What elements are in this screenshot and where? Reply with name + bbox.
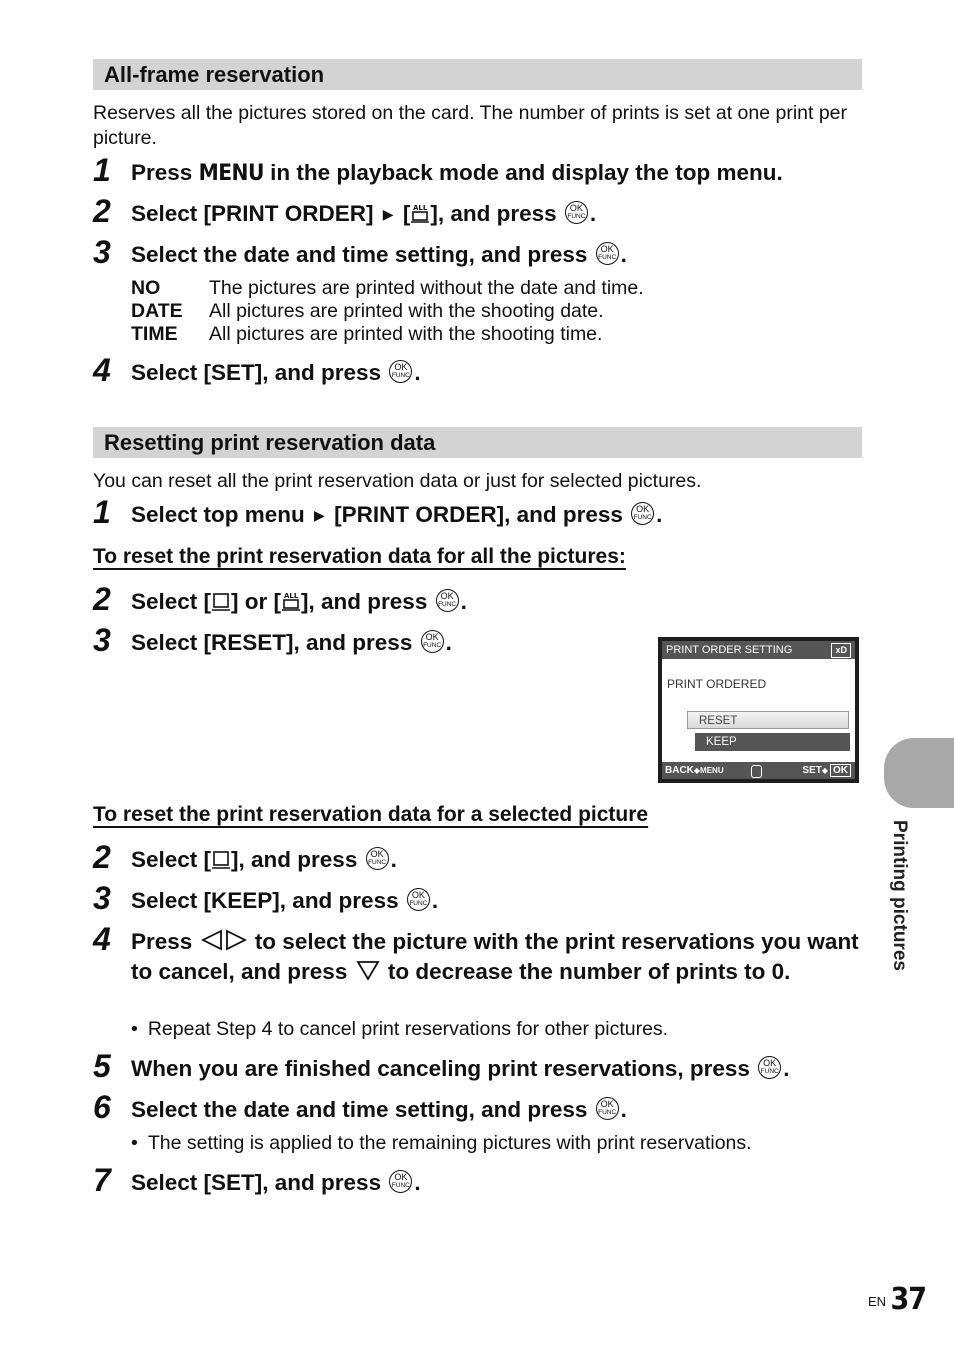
chapter-tab xyxy=(884,738,954,808)
ok-func-icon xyxy=(758,1056,781,1079)
up-down-icon xyxy=(751,765,762,778)
arrow-right-icon: ▶ xyxy=(314,507,325,523)
ok-func-icon xyxy=(596,1097,619,1120)
ok-func-icon xyxy=(436,589,459,612)
subheading-selected-picture: To reset the print reservation data for a selected picture xyxy=(93,803,649,826)
camera-lcd-screen xyxy=(658,637,859,783)
ok-button-icon: OK xyxy=(830,764,851,777)
subheading-all-pictures: To reset the print reservation data for all the pictures: xyxy=(93,545,626,568)
print-single-icon xyxy=(211,848,231,870)
menu-button-icon: MENU xyxy=(198,160,264,186)
bullet-note-step4: • Repeat Step 4 to cancel print reservations for other pictures. xyxy=(131,1018,669,1040)
ok-func-icon xyxy=(366,847,389,870)
xd-card-icon: xD xyxy=(831,643,851,658)
ok-func-icon xyxy=(407,888,430,911)
ok-func-icon xyxy=(596,242,619,265)
left-right-arrows-icon xyxy=(201,929,247,958)
page-number: EN 37 xyxy=(868,1282,927,1317)
bullet-note-step6: • The setting is applied to the remaining pictures with print reservations. xyxy=(131,1132,752,1154)
svg-text:ALL: ALL xyxy=(413,204,428,212)
section-header-resetting xyxy=(93,427,862,458)
print-all-icon xyxy=(281,590,301,612)
ok-func-icon xyxy=(631,502,654,525)
arrow-right-icon: ▶ xyxy=(382,206,394,222)
ok-func-icon xyxy=(389,360,412,383)
down-arrow-icon xyxy=(356,959,380,988)
print-all-icon xyxy=(410,202,430,224)
print-single-icon xyxy=(211,590,231,612)
menu-button-icon: MENU xyxy=(700,766,724,775)
chapter-label: Printing pictures xyxy=(889,820,910,971)
section-title: All-frame reservation xyxy=(104,62,325,87)
lcd-header: PRINT ORDER SETTING xD xyxy=(662,641,855,659)
ok-func-icon xyxy=(389,1170,412,1193)
svg-text:ALL: ALL xyxy=(284,592,299,600)
ok-func-icon xyxy=(565,201,588,224)
section-intro: Reserves all the pictures stored on the card. The number of prints is set at one print per picture. xyxy=(93,102,848,149)
lcd-option-keep: KEEP xyxy=(695,733,850,751)
lcd-option-reset: RESET xyxy=(687,711,849,729)
lcd-status-label: PRINT ORDERED xyxy=(667,677,767,691)
section-title: Resetting print reservation data xyxy=(104,430,436,455)
section-header-all-frame xyxy=(93,59,862,90)
lcd-footer: BACK◆MENU SET◆ OK xyxy=(662,762,855,779)
ok-func-icon xyxy=(421,630,444,653)
section-intro: You can reset all the print reservation data or just for selected pictures. xyxy=(93,470,702,492)
